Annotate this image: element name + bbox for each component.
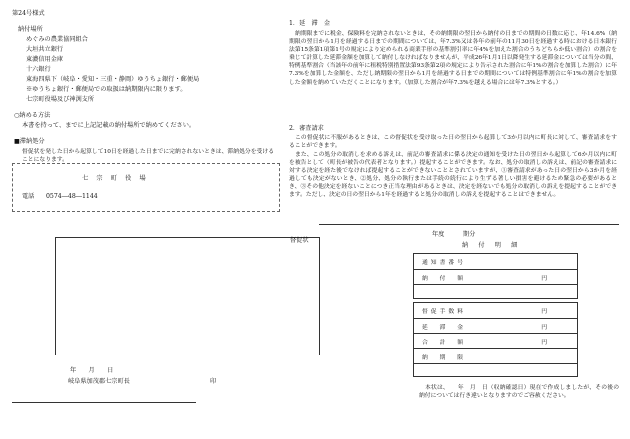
section1-title: 1．延 滞 金 [289, 20, 331, 27]
phone-label: 電話 [22, 193, 35, 200]
fiscal-year: 年度 期分 [432, 231, 476, 238]
fold-line-right-top [319, 224, 619, 225]
detail-table-top [413, 253, 578, 299]
issue-date: 年 月 日 [70, 367, 114, 374]
table-row [414, 363, 577, 378]
bank-item: 十六銀行 [26, 66, 51, 73]
overdue-title: ■滞納処分 [14, 138, 45, 145]
table-title: 納 付 明 細 [462, 242, 520, 249]
fold-line-center [319, 237, 320, 355]
phone-number: 0574―48―1144 [46, 193, 98, 200]
payment-method-text: 本書を持って、までに上記記載の納付場所で納めてください。 [22, 122, 196, 129]
table-row: 督促手数料 円 [422, 309, 547, 315]
office-name: 七 宗 町 役 場 [82, 175, 147, 182]
bank-item: ※ゆうちょ銀行・郵便局での取扱は納期限内に限ります。 [26, 86, 187, 93]
fold-line-left [55, 237, 56, 355]
section1-text: 納期限までに税金、保険料を完納されないときは、その納期限の翌日から納付の日までの期間の日数に応じ、年14.6%（納期限の翌日から1月を経過する日までの期間については、年7.3%又は各年の前年の11月30日を経過する時における日本銀行法第15条第1項第1号の規定により定められる商業手形の基準割引率に年4%を加えた割合のうちどちらか低い割合）の割合を乗じて計算した延滞金額を加算して納付しなければなりませんが、平成26年1月1日以降発生する延滞金については当分の間、特例基準割合（当該年の前年に租税特別措置法第93条第2項の規定により告示された割合に年1%の割合を加算した割合）に年7.3%を加算した金額を、ただし納期限の翌日から1月を経過する日までの期間については特例基準割合に年1%の割合を加算した金額を納めていただくことになります。（加算した割合が年7.3%を越える場合には年7.3%とする。） [289, 31, 617, 86]
table-row: 延 滞 金 円 [414, 318, 577, 333]
form-number: 第24号様式 [12, 10, 45, 17]
table-row: 通知書番号 [422, 260, 466, 266]
section2-title: 2．審査請求 [289, 125, 324, 132]
tokusoku-label: 督促状 [290, 237, 309, 244]
office-box [12, 163, 280, 212]
seal-mark: 印 [210, 378, 217, 385]
payment-places-title: 納付場所 [18, 26, 43, 33]
payment-method-title: ○納める方法 [14, 112, 51, 119]
table-row: 納 期 限 [414, 348, 577, 363]
overdue-text: 督促状を発した日から起算して10日を経過した日までに完納されないときは、滞納処分を受けることになります。 [22, 149, 274, 164]
mayor-line: 岐阜県加茂郡七宗町長 [68, 378, 130, 385]
address-line [12, 402, 196, 403]
table-row [414, 284, 577, 299]
section2-text2: また、この処分の取消しを求める訴えは、前記の審査請求に係る決定の通知を受けた日の翌日から起算して6か月以内に町を被告として（町長が被告の代表者となります。）提起することができます。なお、処分の取消しの訴えは、前記の審査請求に対する決定を経た後でなければ提起することができないこととされていますが、①審査請求があった日の翌日から3か月を経過しても決定がないとき、②処分、処分の執行または手続の続行により生ずる著しい損害を避けるため緊急の必要があるとき、③その他決定を経ないことにつき正当な理由があるときは、決定を経ないでも処分の取消しの訴えを提起することができます。ただし、決定の日の翌日から1年を経過すると処分の取消しの訴えを提起することはできません。 [289, 152, 617, 199]
bank-item: 東海四県下（岐阜・愛知・三重・静岡）ゆうちょ銀行・郵便局 [26, 76, 200, 83]
bank-item: めぐみの農業協同組合 [26, 36, 88, 43]
fold-line-top [55, 237, 319, 238]
table-row: 納 付 額 円 [414, 269, 577, 284]
bank-item: 七宗町役場及び神渕支所 [26, 96, 95, 103]
footer-text: 本状は、 年 月 日（収納確認日）現在で作成しましたが、その後の納付については行き違いとなりますのでご容赦ください。 [419, 385, 619, 400]
bank-item: 大垣共立銀行 [26, 46, 64, 53]
section2-text1: この督促状に不服があるときは、この督促状を受け取った日の翌日から起算して3か月以内に町長に対して、審査請求をすることができます。 [289, 135, 617, 150]
table-row: 合 計 額 円 [414, 333, 577, 348]
detail-table-bottom [413, 302, 578, 377]
bank-item: 東濃信用金庫 [26, 56, 64, 63]
